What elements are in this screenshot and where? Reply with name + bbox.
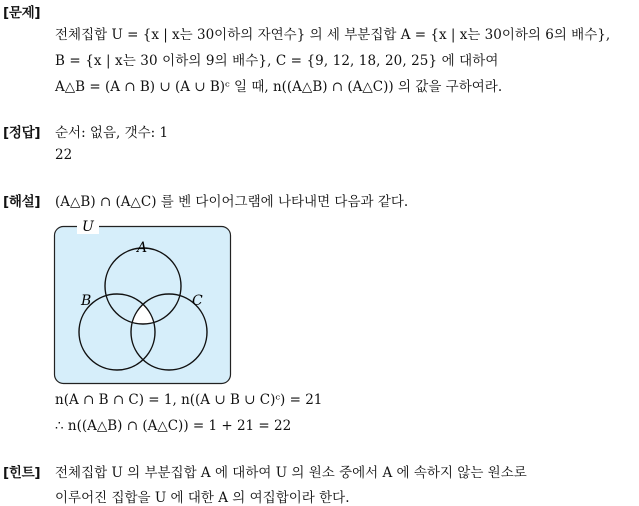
answer-line-2: 22	[55, 147, 73, 163]
hint-line-2: 이루어진 집합을 U 에 대한 A 의 여집합이라 한다.	[55, 490, 350, 506]
universe-label: U	[82, 219, 94, 235]
problem-line-3: A△B = (A ∩ B) ∪ (A ∪ B)ᶜ 일 때, n((A△B) ∩ (A△C)) 의 값을 구하여라.	[55, 79, 503, 95]
answer-line-1: 순서: 없음, 갯수: 1	[55, 125, 169, 141]
answer-label: [정답]	[3, 125, 41, 141]
set-c-label: C	[192, 293, 203, 309]
solution-line-1: n(A ∩ B ∩ C) = 1, n((A ∪ B ∪ C)ᶜ) = 21	[55, 392, 323, 408]
problem-line-1: 전체집합 U = {x | x는 30이하의 자연수} 의 세 부분집합 A = {x | x는 30이하의 6의 배수},	[55, 27, 611, 43]
set-a-label: A	[137, 240, 148, 256]
solution-line-2: ∴ n((A△B) ∩ (A△C)) = 1 + 21 = 22	[55, 418, 292, 434]
hint-label: [힌트]	[3, 465, 41, 481]
solution-intro: (A△B) ∩ (A△C) 를 벤 다이어그램에 나타내면 다음과 같다.	[55, 194, 409, 210]
solution-label: [해설]	[3, 194, 41, 210]
problem-label: [문제]	[3, 5, 41, 21]
hint-line-1: 전체집합 U 의 부분집합 A 에 대하여 U 의 원소 중에서 A 에 속하지 않는 원소로	[55, 465, 527, 481]
venn-diagram	[53, 218, 235, 390]
set-b-label: B	[81, 293, 92, 309]
problem-line-2: B = {x | x는 30 이하의 9의 배수}, C = {9, 12, 18, 20, 25} 에 대하여	[55, 53, 499, 69]
